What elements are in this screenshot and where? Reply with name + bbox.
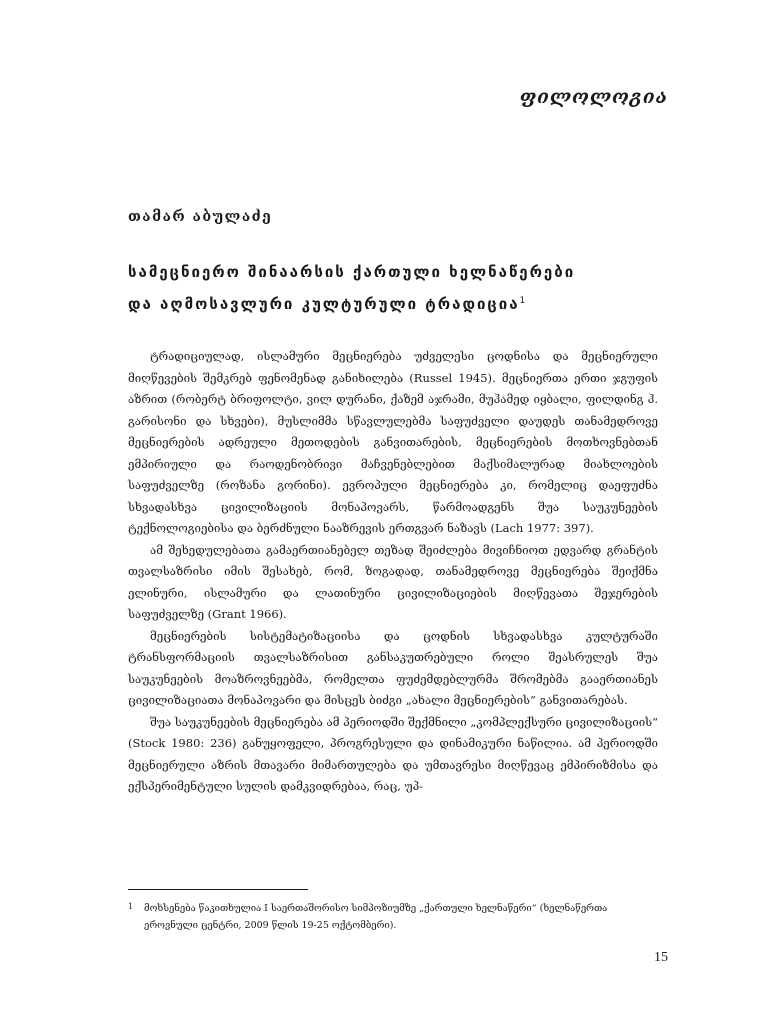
body-paragraph: შუა საუკუნეების მეცნიერება ამ პერიოდში შექმნილი „კომპლექსური ცივილიზაციის“ (Stock 1980: 236) განუყოფელი, პროგრესული და დინამიკური ნაწილია. ამ პერიოდში მეცნიერული აზრის მთავარი მიმართულება და უმთავრესი მიღწევაც ემპირიზმისა და ექსპერიმენტული სულის დამკვიდრებაა, რაც, უპ-	[128, 714, 658, 793]
article-title-line-2	[128, 287, 658, 319]
footnote-divider	[128, 889, 308, 890]
footnote	[128, 900, 658, 934]
article-title-line-1: სამეცნიერო შინაარსის ქართული ხელნაწერები	[128, 263, 576, 281]
article-title	[128, 258, 658, 319]
body-paragraph: ტრადიციულად, ისლამური მეცნიერება უძველესი ცოდნისა და მეცნიერული მიღწევების შემკრებ ფენომენად განიხილება (Russel 1945). მეცნიერთა ერთი ჯგუფის აზრით (რობერტ ბრიფოლტი, ვილ დურანი, ქაზემ აჯრამი, მუჰამედ იყბალი, ფილდინგ ჰ. გარისონი და სხვები), მუსლიმმა სწავლულებმა საფუძველი დაუდეს თანამედროვე მეცნიერების ადრეული მეთოდების განვითარების, მეცნიერების მოთხოვნებთან ემპირიული და რაოდენობრივი მაჩვენებლებით მაქსიმალურად მიახლოების საფუძველზე (როზანა გორინი). ევროპული მეცნიერება კი, რომელიც დაეფუძნა სხვადასხვა ცივილიზაციის მონაპოვარს, წარმოადგენს შუა საუკუნეების ტექნოლოგიებისა და ბერძნული ნააზრევის ერთგვარ ნაზავს (Lach 1977: 397).	[128, 349, 658, 535]
footnote-text: მოხსენება წაკითხულია I საერთაშორისო სიმპოზიუმზე „ქართული ხელნაწერი“ (ხელნაწერთა ეროვნული ცენტრი, 2009 წლის 19-25 ოქტომბერი).	[144, 903, 608, 931]
body-paragraph: მეცნიერების სისტემატიზაციისა და ცოდნის სხვადასხვა კულტურაში ტრანსფორმაციის თვალსაზრისით განსაკუთრებული როლი შეასრულეს შუა საუკუნეების მოაზროვნეებმა, რომელთა ფუძემდებლურმა შრომებმა გააერთიანეს ცივილიზაციათა მონაპოვარი და მისცეს ბიძგი „ახალი მეცნიერების“ განვითარებას.	[128, 628, 658, 707]
body-paragraph: ამ შეხედულებათა გამაერთიანებელ თეზად შეიძლება მივიჩნიოთ ედვარდ გრანტის თვალსაზრისი იმის შესახებ, რომ, ზოგადად, თანამედროვე მეცნიერება შეიქმნა ელინური, ისლამური და ლათინური ცივილიზაციების მიღწევათა შეჯერების საფუძველზე (Grant 1966).	[128, 542, 658, 621]
title-footnote-marker: 1	[519, 296, 526, 306]
article-body	[128, 346, 658, 798]
page-number: 15	[654, 950, 668, 965]
section-title: ფილოლოგია	[519, 86, 668, 108]
footnote-marker: 1	[128, 902, 134, 911]
author-name: თამარ აბულაძე	[128, 209, 273, 225]
article-title-line-2-text: და აღმოსავლური კულტურული ტრადიცია	[128, 295, 520, 313]
